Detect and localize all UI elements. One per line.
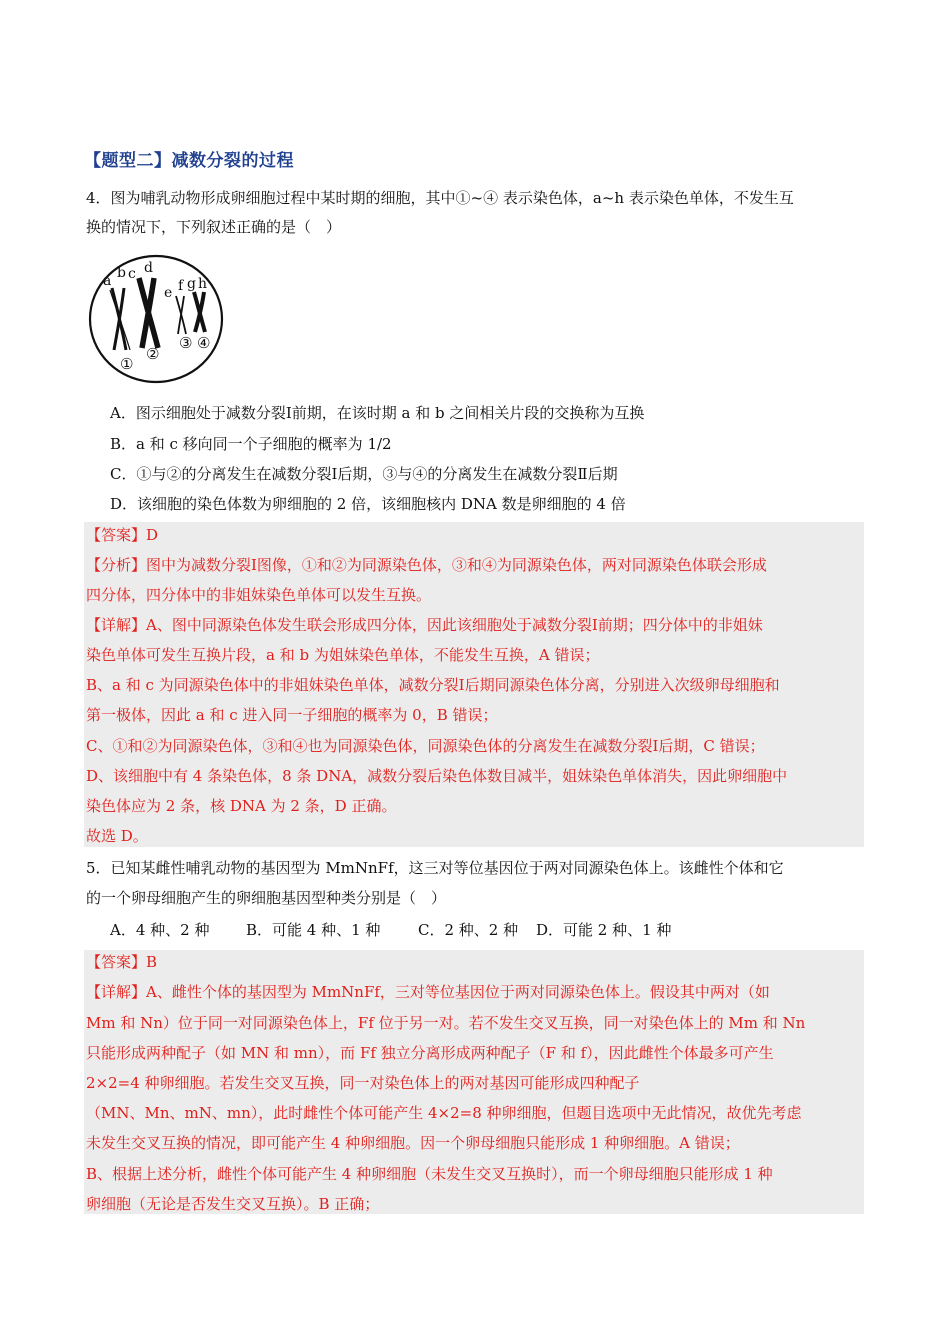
q4-answer-line: B、a 和 c 为同源染色体中的非姐妹染色单体，减数分裂Ⅰ后期同源染色体分离，分别进入次级卵母细胞和 (86, 676, 780, 694)
label-g: g (187, 276, 196, 292)
q4-answer-line: 【答案】D (86, 526, 159, 544)
label-a: a (103, 273, 112, 289)
q4-answer-line: 故选 D。 (86, 827, 148, 845)
chromosome-4 (194, 292, 205, 332)
q5-answer-line: 【详解】A、雌性个体的基因型为 MmNnFf，三对等位基因位于两对同源染色体上。假设其中两对（如 (86, 983, 770, 1001)
label-h: h (198, 276, 208, 292)
chromosome-3 (176, 296, 186, 334)
q5-option-d: D．可能 2 种、1 种 (536, 921, 672, 939)
q5-answer-line: 未发生交叉互换的情况，即可能产生 4 种卵细胞。因一个卵母细胞只能形成 1 种卵细胞。A 错误； (86, 1134, 740, 1152)
label-chromosome-4: ④ (197, 334, 211, 352)
q5-answer-line: （MN、Mn、mN、mn），此时雌性个体可能产生 4×2=8 种卵细胞，但题目选项中无此情况，故优先考虑 (86, 1104, 802, 1122)
q4-answer-line: 第一极体，因此 a 和 c 进入同一子细胞的概率为 0，B 错误； (86, 706, 498, 724)
label-chromosome-3: ③ (179, 334, 193, 352)
q5-answer-line: B、根据上述分析，雌性个体可能产生 4 种卵细胞（未发生交叉互换时），而一个卵母细胞只能形成 1 种 (86, 1165, 773, 1183)
q4-answer-line: 染色单体可发生互换片段，a 和 b 为姐妹染色单体，不能发生互换，A 错误； (86, 646, 600, 664)
q5-option-a: A．4 种、2 种 (110, 921, 210, 939)
q5-answer-line: 2×2=4 种卵细胞。若发生交叉互换，同一对染色体上的两对基因可能形成四种配子 (86, 1074, 640, 1092)
q5-answer-line: 只能形成两种配子（如 MN 和 mn），而 Ff 独立分离形成两种配子（F 和 f），因此雌性个体最多可产生 (86, 1044, 774, 1062)
q4-answer-line: 染色体应为 2 条，核 DNA 为 2 条，D 正确。 (86, 797, 397, 815)
label-c: c (128, 266, 136, 282)
label-chromosome-1: ① (120, 355, 134, 373)
q5-options-row (110, 920, 671, 940)
q4-answer-line: D、该细胞中有 4 条染色体，8 条 DNA，减数分裂后染色体数目减半，姐妹染色单体消失，因此卵细胞中 (86, 767, 788, 785)
chromosome-1 (110, 288, 130, 350)
q4-stem-line-2: 换的情况下，下列叙述正确的是（ ） (86, 218, 342, 236)
q4-answer-line: 【分析】图中为减数分裂Ⅰ图像，①和②为同源染色体，③和④为同源染色体，两对同源染色体联会形成 (86, 556, 767, 574)
q4-answer-line: 四分体，四分体中的非姐妹染色单体可以发生互换。 (86, 586, 432, 604)
cell-figure (84, 250, 234, 390)
section-title: 【题型二】减数分裂的过程 (84, 151, 294, 171)
chromosome-2 (139, 278, 158, 348)
q4-answer-line: 【详解】A、图中同源染色体发生联会形成四分体，因此该细胞处于减数分裂Ⅰ前期；四分体中的非姐妹 (86, 616, 763, 634)
q5-option-c: C．2 种、2 种 (418, 921, 519, 939)
q4-stem-line-1: 4．图为哺乳动物形成卵细胞过程中某时期的细胞，其中①~④ 表示染色体，a~h 表示染色单体，不发生互 (86, 189, 794, 207)
q5-stem-line-2: 的一个卵母细胞产生的卵细胞基因型种类分别是（ ） (86, 889, 447, 907)
q4-option-b: B．a 和 c 移向同一个子细胞的概率为 1/2 (110, 435, 392, 453)
label-b: b (117, 265, 126, 281)
label-chromosome-2: ② (146, 345, 160, 363)
q5-answer-line: Mm 和 Nn）位于同一对同源染色体上，Ff 位于另一对。若不发生交叉互换，同一对染色体上的 Mm 和 Nn (86, 1014, 806, 1032)
q5-answer-line: 【答案】B (86, 953, 158, 971)
label-d: d (144, 260, 153, 276)
label-e: e (164, 285, 173, 301)
q4-option-a: A．图示细胞处于减数分裂Ⅰ前期，在该时期 a 和 b 之间相关片段的交换称为互换 (110, 404, 645, 422)
q5-option-b: B．可能 4 种、1 种 (246, 921, 381, 939)
label-f: f (178, 278, 184, 294)
q5-stem-line-1: 5．已知某雌性哺乳动物的基因型为 MmNnFf，这三对等位基因位于两对同源染色体上。该雌性个体和它 (86, 859, 784, 877)
q4-option-d: D．该细胞的染色体数为卵细胞的 2 倍，该细胞核内 DNA 数是卵细胞的 4 倍 (110, 495, 626, 513)
q4-option-c: C．①与②的分离发生在减数分裂Ⅰ后期，③与④的分离发生在减数分裂Ⅱ后期 (110, 465, 618, 483)
q4-answer-line: C、①和②为同源染色体，③和④也为同源染色体，同源染色体的分离发生在减数分裂Ⅰ后期，C 错误； (86, 737, 765, 755)
q5-answer-line: 卵细胞（无论是否发生交叉互换）。B 正确； (86, 1195, 380, 1213)
